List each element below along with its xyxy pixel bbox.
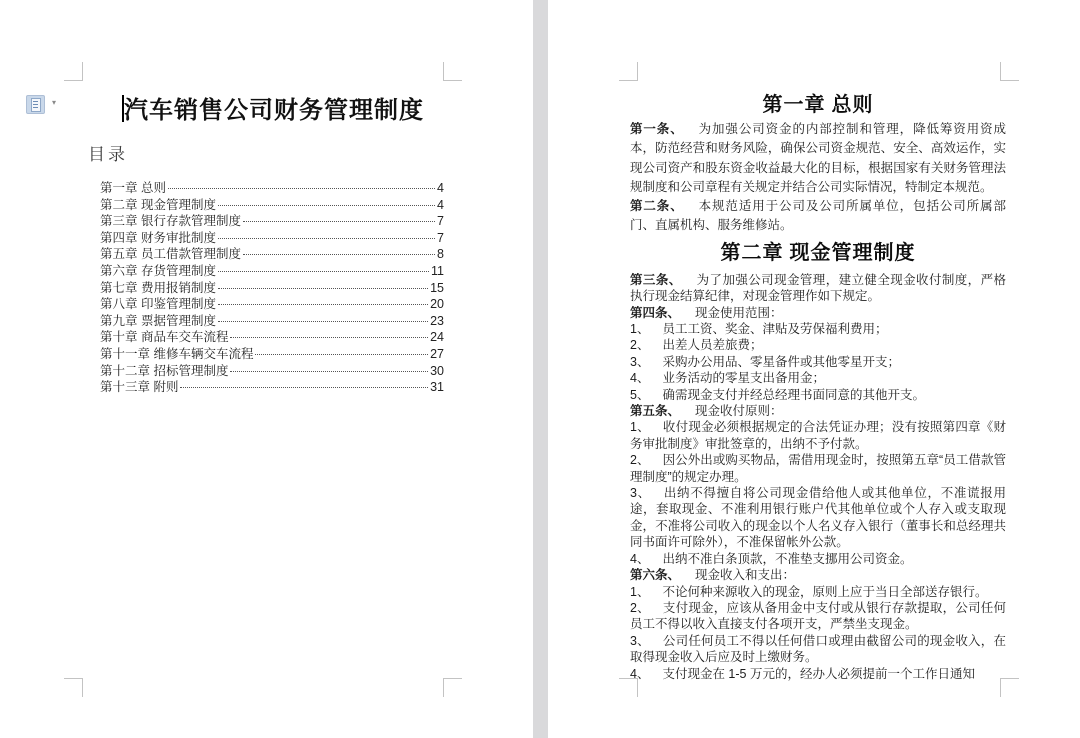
paragraph-text: 收付现金必须根据规定的合法凭证办理；没有按照第四章《财务审批制度》审批签章的，出纳不予付款。 xyxy=(630,420,1006,451)
toc-heading: 目录 xyxy=(88,145,128,164)
toc-leader-dots xyxy=(168,188,435,189)
toc-entry-page: 24 xyxy=(430,330,444,345)
paragraph-lead: 2、 xyxy=(630,600,650,615)
chevron-down-icon: ▾ xyxy=(52,98,57,107)
paragraph-lead: 第五条、 xyxy=(630,404,681,419)
paragraph-lead: 1、 xyxy=(630,584,650,599)
toc-leader-dots xyxy=(230,371,428,372)
paragraph[interactable] xyxy=(630,197,1006,236)
toc-entry[interactable] xyxy=(100,327,444,344)
paragraph-text: 采购办公用品、零星备件或其他零星开支； xyxy=(662,354,900,369)
toc-entry-page: 15 xyxy=(430,280,444,295)
paragraph-lead: 3、 xyxy=(630,486,651,501)
paragraph[interactable] xyxy=(630,305,1006,321)
paragraph-text: 为了加强公司现金管理，建立健全现金收付制度，严格执行现金结算纪律，对现金管理作如下规定。 xyxy=(630,272,1006,304)
page-1[interactable] xyxy=(0,0,533,738)
paragraph-text: 业务活动的零星支出备用金； xyxy=(662,371,825,386)
toc-entry-label: 第一章 总则 xyxy=(100,181,166,195)
paragraph[interactable] xyxy=(630,584,1006,600)
page-2[interactable] xyxy=(548,0,1080,738)
paragraph-text: 为加强公司资金的内部控制和管理，降低筹资用资成本，防范经营和财务风险，确保公司资金规范、安全、高效运作，实现公司资产和股东资金收益最大化的目标，根据国家有关财务管理法规制度和公司章程有关规定并结合公司实际情况，特制定本规范。 xyxy=(630,122,1006,194)
paragraph[interactable] xyxy=(630,321,1006,337)
toc-entry-page: 4 xyxy=(437,181,444,195)
paragraph-text: 不论何种来源收入的现金，原则上应于当日全部送存银行。 xyxy=(662,584,988,599)
toc-entry[interactable] xyxy=(100,244,444,261)
toc-entry-page: 11 xyxy=(431,263,444,278)
toc-entry-label: 第五章 员工借款管理制度 xyxy=(100,247,241,262)
paragraph[interactable] xyxy=(630,120,1006,197)
toc-entry-label: 第十二章 招标管理制度 xyxy=(100,363,229,378)
toc-entry[interactable] xyxy=(100,377,444,394)
paragraph-text: 确需现金支付并经总经理书面同意的其他开支。 xyxy=(662,387,925,402)
paragraph[interactable] xyxy=(630,272,1006,305)
chapter-heading[interactable]: 第一章 总则 xyxy=(762,94,874,116)
toc-leader-dots xyxy=(230,337,428,338)
paragraph[interactable] xyxy=(630,370,1006,386)
paragraph-lead: 1、 xyxy=(630,322,650,336)
toc-entry-page: 20 xyxy=(430,297,444,312)
paragraph[interactable] xyxy=(630,337,1006,353)
paragraph-text: 现金收付原则： xyxy=(695,404,783,419)
paragraph[interactable] xyxy=(630,666,1006,682)
paragraph[interactable] xyxy=(630,633,1006,666)
toc-entry-page: 4 xyxy=(437,197,444,212)
toc-entry-label: 第十三章 附则 xyxy=(100,380,179,395)
toc-entry[interactable] xyxy=(100,344,444,361)
toc-leader-dots xyxy=(243,254,435,255)
toc-entry-page: 30 xyxy=(430,363,444,378)
toc-entry-page: 23 xyxy=(430,313,444,328)
toc-entry[interactable] xyxy=(100,228,444,245)
paragraph[interactable] xyxy=(630,354,1006,370)
title-block[interactable] xyxy=(122,90,424,125)
paragraph[interactable] xyxy=(630,485,1006,551)
toc-entry[interactable] xyxy=(100,294,444,311)
paragraph-lead: 3、 xyxy=(630,354,650,369)
toc-entry-label: 第九章 票据管理制度 xyxy=(100,313,216,328)
toc-entry-label: 第七章 费用报销制度 xyxy=(100,280,216,295)
toc-entry-label: 第十章 商品车交车流程 xyxy=(100,330,229,345)
toc-leader-dots xyxy=(218,304,428,305)
toc-list xyxy=(100,178,444,394)
paragraph-lead: 第三条、 xyxy=(630,272,682,287)
chapter-heading[interactable]: 第二章 现金管理制度 xyxy=(720,241,916,264)
paragraph[interactable] xyxy=(630,551,1006,567)
toc-leader-dots xyxy=(180,387,428,388)
toc-leader-dots xyxy=(243,221,435,222)
toc-leader-dots xyxy=(218,271,429,272)
paragraph-lead: 2、 xyxy=(630,338,650,353)
toc-entry-label: 第四章 财务审批制度 xyxy=(100,230,216,245)
toc-entry[interactable] xyxy=(100,361,444,378)
toc-entry-label: 第六章 存货管理制度 xyxy=(100,263,216,278)
paragraph-text: 现金收入和支出： xyxy=(695,568,796,583)
toc-entry[interactable] xyxy=(100,211,444,228)
toc-entry-label: 第三章 银行存款管理制度 xyxy=(100,214,241,229)
text-boundary-mark xyxy=(443,678,462,697)
paragraph[interactable] xyxy=(630,419,1006,452)
text-boundary-mark xyxy=(1000,62,1019,81)
toc-entry[interactable] xyxy=(100,261,444,278)
toc-entry-label: 第十一章 维修车辆交车流程 xyxy=(100,346,254,361)
toc-entry-page: 31 xyxy=(430,380,444,395)
document-body xyxy=(630,92,1006,682)
paragraph-text: 出差人员差旅费； xyxy=(662,338,763,353)
paragraph-lead: 第四条、 xyxy=(630,305,681,320)
paragraph-lead: 第六条、 xyxy=(630,568,681,583)
paragraph-lead: 4、 xyxy=(630,666,650,681)
paragraph-lead: 2、 xyxy=(630,453,650,468)
paragraph-lead: 5、 xyxy=(630,387,650,402)
toc-entry-page: 7 xyxy=(437,230,444,245)
paste-options-icon xyxy=(26,95,45,114)
toc-entry-page: 7 xyxy=(437,214,444,229)
paragraph[interactable] xyxy=(630,567,1006,583)
toc-leader-dots xyxy=(218,321,428,322)
text-boundary-mark xyxy=(443,62,462,81)
toc-entry-page: 27 xyxy=(430,346,444,361)
toc-entry-page: 8 xyxy=(437,247,444,262)
document-title: 汽车销售公司财务管理制度 xyxy=(124,98,424,124)
toc-leader-dots xyxy=(218,205,435,206)
paragraph-text: 出纳不准白条顶款，不准垫支挪用公司资金。 xyxy=(662,551,913,566)
toc-entry[interactable] xyxy=(100,278,444,295)
text-boundary-mark xyxy=(64,678,83,697)
toc-leader-dots xyxy=(218,238,435,239)
paragraph-lead: 4、 xyxy=(630,371,650,386)
toc-entry[interactable] xyxy=(100,311,444,328)
toc-entry[interactable] xyxy=(100,195,444,212)
paragraph-text: 公司任何员工不得以任何借口或理由截留公司的现金收入，在取得现金收入后应及时上缴财务。 xyxy=(630,633,1006,665)
paragraph-lead: 第一条、 xyxy=(630,122,684,136)
paste-options-button[interactable] xyxy=(26,95,66,115)
paragraph-text: 出纳不得擅自将公司现金借给他人或其他单位，不准谎报用途，套取现金、不准利用银行账户代其他单位或个人存入或支取现金，不准将公司收入的现金以个人名义存入银行（董事长和总经理共同书面许可除外），不准保留帐外公款。 xyxy=(630,486,1006,550)
paragraph-text: 现金使用范围： xyxy=(695,305,783,320)
text-boundary-mark xyxy=(619,62,638,81)
toc-entry[interactable] xyxy=(100,178,444,195)
text-boundary-mark xyxy=(64,62,83,81)
paragraph-lead: 第二条、 xyxy=(630,199,684,214)
paragraph-text: 员工工资、奖金、津贴及劳保福利费用； xyxy=(662,322,888,336)
toc-entry-label: 第八章 印鉴管理制度 xyxy=(100,297,216,312)
paragraph-lead: 3、 xyxy=(630,633,650,648)
paragraph[interactable] xyxy=(630,452,1006,485)
toc-leader-dots xyxy=(255,354,428,355)
paragraph-text: 本规范适用于公司及公司所属单位，包括公司所属部门、直属机构、服务维修站。 xyxy=(630,199,1006,233)
paragraph-lead: 1、 xyxy=(630,420,650,435)
toc-entry-label: 第二章 现金管理制度 xyxy=(100,197,216,212)
paragraph[interactable] xyxy=(630,387,1006,403)
paragraph[interactable] xyxy=(630,600,1006,633)
paragraph[interactable] xyxy=(630,403,1006,419)
paragraph-lead: 4、 xyxy=(630,551,650,566)
paragraph-text: 支付现金在 1-5 万元的，经办人必须提前一个工作日通知 xyxy=(662,666,975,681)
page-gap xyxy=(533,0,548,738)
paragraph-text: 支付现金，应该从备用金中支付或从银行存款提取，公司任何员工不得以收入直接支付各项开支，严禁坐支现金。 xyxy=(630,600,1006,632)
toc-leader-dots xyxy=(218,288,428,289)
paragraph-text: 因公外出或购买物品，需借用现金时，按照第五章“员工借款管理制度”的规定办理。 xyxy=(630,453,1007,484)
